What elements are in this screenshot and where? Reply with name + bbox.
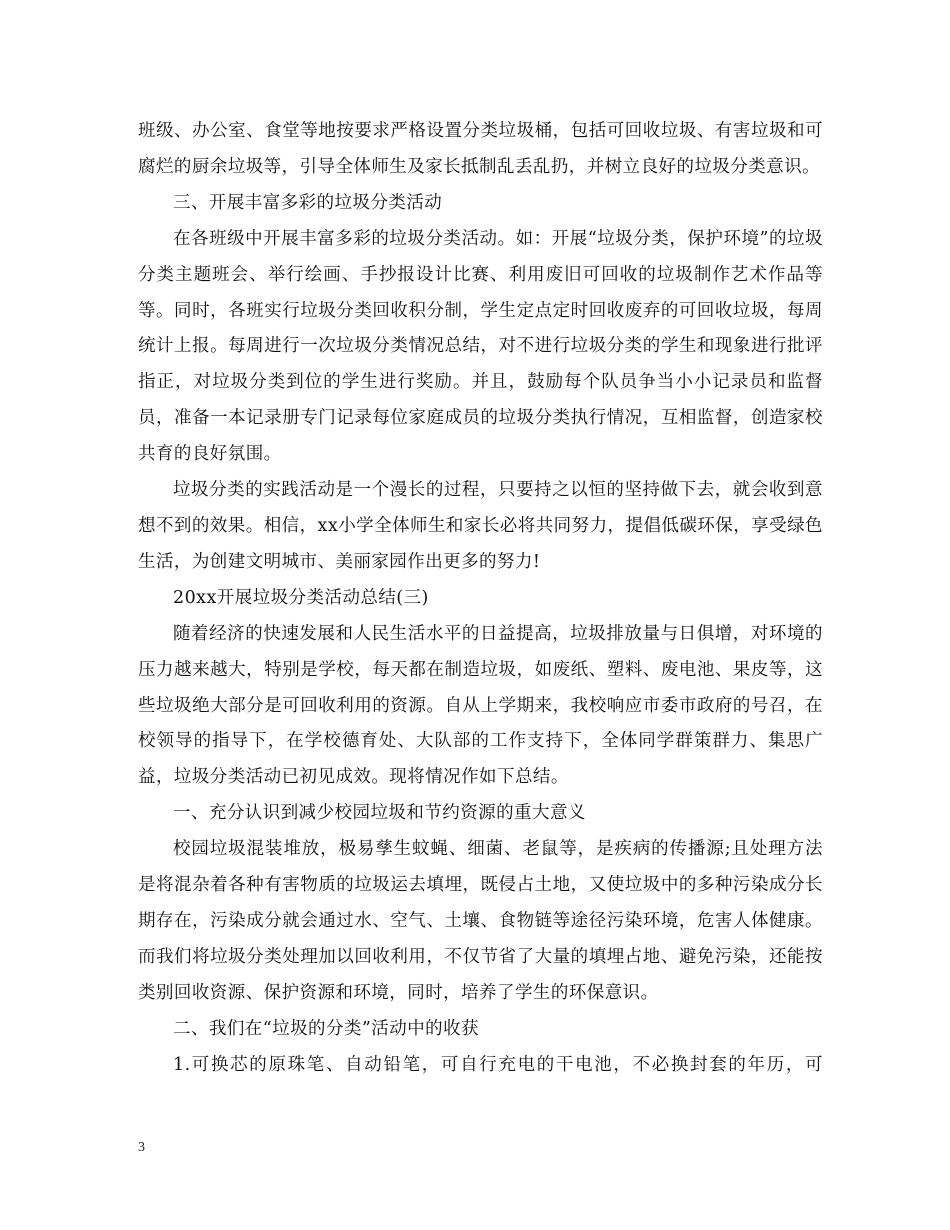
paragraph-activities: 在各班级中开展丰富多彩的垃圾分类活动。如：开展“垃圾分类，保护环境”的垃圾分类主题班会、举行绘画、手抄报设计比赛、利用废旧可回收的垃圾制作艺术作品等等。同时，各班实行垃圾分类回收积分制，学生定点定时回收废弃的可回收垃圾，每周统计上报。每周进行一次垃圾分类情况总结，对不进行垃圾分类的学生和现象进行批评指正，对垃圾分类到位的学生进行奖励。并且，鼓励每个队员争当小小记录员和监督员，准备一本记录册专门记录每位家庭成员的垃圾分类执行情况，互相监督，创造家校共育的良好氛围。 <box>138 228 823 465</box>
paragraph-significance: 校园垃圾混装堆放，极易孳生蚊蝇、细菌、老鼠等，是疾病的传播源;且处理方法是将混杂着各种有害物质的垃圾运去填埋，既侵占土地，又使垃圾中的多种污染成分长期存在，污染成分就会通过水、空气、土壤、食物链等途径污染环境，危害人体健康。而我们将垃圾分类处理加以回收利用，不仅节省了大量的填埋占地、避免污染，还能按类别回收资源、保护资源和环境，同时，培养了学生的环保意识。 <box>138 839 823 1003</box>
page-body <box>138 114 823 1083</box>
section-heading-1: 一、充分认识到减少校园垃圾和节约资源的重大意义 <box>173 803 586 824</box>
section-heading-3: 三、开展丰富多彩的垃圾分类活动 <box>173 192 443 213</box>
summary-title-3: 20xx开展垃圾分类活动总结(三) <box>173 587 429 608</box>
list-item-1: 1.可换芯的原珠笔、自动铅笔，可自行充电的干电池，不必换封套的年历，可 <box>173 1054 823 1075</box>
paragraph-continuation: 班级、办公室、食堂等地按要求严格设置分类垃圾桶，包括可回收垃圾、有害垃圾和可腐烂的厨余垃圾等，引导全体师生及家长抵制乱丢乱扔，并树立良好的垃圾分类意识。 <box>138 121 823 177</box>
paragraph-intro: 随着经济的快速发展和人民生活水平的日益提高，垃圾排放量与日俱增，对环境的压力越来越大，特别是学校，每天都在制造垃圾，如废纸、塑料、废电池、果皮等，这些垃圾绝大部分是可回收利用的资源。自从上学期来，我校响应市委市政府的号召，在校领导的指导下，在学校德育处、大队部的工作支持下，全体同学群策群力、集思广益，垃圾分类活动已初见成效。现将情况作如下总结。 <box>138 623 823 788</box>
paragraph-conclusion: 垃圾分类的实践活动是一个漫长的过程，只要持之以恒的坚持做下去，就会收到意想不到的效果。相信，xx小学全体师生和家长必将共同努力，提倡低碳环保，享受绿色生活，为创建文明城市、美丽家园作出更多的努力! <box>138 480 823 572</box>
page-number: 3 <box>138 1140 145 1155</box>
section-heading-2: 二、我们在“垃圾的分类”活动中的收获 <box>173 1018 479 1039</box>
